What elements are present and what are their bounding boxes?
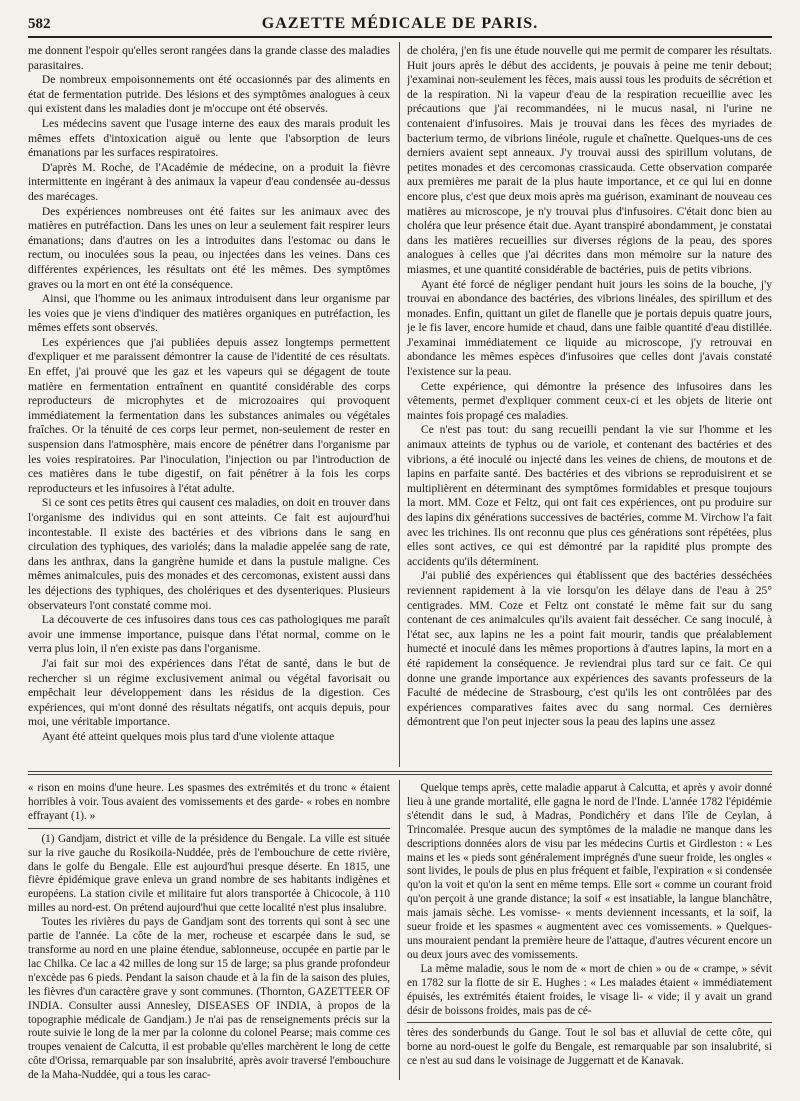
paragraph: Les médecins savent que l'usage interne des eaux des marais produit les mêmes effets d'intoxication aiguë ou lente que l'absorption de leurs émanations par les surfaces respiratoires. — [28, 116, 390, 160]
section-divider — [28, 771, 772, 775]
paragraph: J'ai publié des expériences qui établissent que des bactéries desséchées reviennent rapidement à la vie lorsqu'on les délaye dans de l'eau à 25° centigrades. MM. Coze et Feltz ont constaté le même fait sur du sang contenant de ces animalcules qu'ils avaient fait dessécher. Ce sang inoculé, à l'état sec, aux lapins ne les a point fait mourir, tandis que préalablement humecté et inoculé dans les mêmes proportions à d'autres lapins, la mort en a été rapidement la conséquence. Je reviendrai plus tard sur ce fait. Ce qui donne une grande importance aux expériences des savants professeurs de la Faculté de médecine de Strasbourg, c'est qu'ils les ont contrôlées par des expériences comparatives faites avec du sang normal. Ces dernières démontrent que l'on peut injecter sous la peau des lapins une assez — [407, 569, 772, 729]
paragraph: Ayant été atteint quelques mois plus tard d'une violente attaque — [41, 729, 335, 743]
paragraph: J'ai fait sur moi des expériences dans l'état de santé, dans le but de rechercher si un régime exclusivement animal ou végétal favorisait ou empêchait leur développement dans les résidus de la digestion. Ces expériences, qui m'ont donné des résultats négatifs, ont acquis depuis, pour moi, une véritable importance. — [28, 656, 390, 729]
paragraph: De nombreux empoisonnements ont été occasionnés par des aliments en état de fermentation putride. Des lésions et des symptômes analogues à ceux qui existent dans les maladies dont je m'occupe ont été observés. — [28, 73, 390, 116]
paragraph: Quelque temps après, cette maladie apparut à Calcutta, et après y avoir donné lieu à une grande mortalité, elle gagna le nord de l'Inde. L'année 1782 l'épidémie s'étendit dans le sud, à Madras, Pondichéry et dans l'île de Ceylan, à Trincomalée. Presque aucun des symptômes de la maladie ne manque dans les descriptions données alors de visu par les médecins Curtis et Girdleston : « Les mains et les « pieds sont généralement imprégnés d'une sueur froide, les ongles « sont livides, le pouls de plus en plus fréquent et faible, l'expiration « si condensée qu'on la voit et qu'on la sent en même temps. Elle sort « comme un courant froid qu'on perçoit à une grande distance; la soif « est insatiable, la langue blanchâtre, mais jamais sèche. Les vomisse- « ments deviennent incessants, et la soif, la sueur froide et les spasmes « augmentent avec ces vomissements. » Quelques-uns mouraient pendant la première heure de l'attaque, d'autres vécurent encore un ou deux jours avec des vomissements. — [407, 782, 772, 961]
paragraph: La même maladie, sous le nom de « mort de chien » ou de « crampe, » sévit en 1782 sur la flotte de sir E. Hughes : « Les malades étaient « immédiatement épuisés, les extrémités étaient froides, le visage li- « vide; il y avait un grand désir de boissons froides, mais pas de cé- — [407, 962, 772, 1017]
footnote-paragraph: Toutes les rivières du pays de Gandjam sont des torrents qui sont à sec une partie de l'année. La côte de la mer, rocheuse et escarpée dans le sud, se transforme au nord en une plaine étendue, sablonneuse, occupée en partie par le lac Chilka. Ce lac a 42 milles de long sur 15 de large; sa plus grande profondeur n'excède pas 6 pieds. Pendant la saison chaude et à la fin de la saison des pluies, les fièvres d'un caractère grave y sont communes. (Thornton, GAZETTEER OF INDIA. Consulter aussi Annesley, DISEASES OF INDIA, à propos de la topographie médicale de Gandjam.) Je n'ai pas de renseignements précis sur la route suivie le long de la mer par la colonne du colonel Pearse; mais comme ces troupes venaient de Calcutta, il est probable qu'elles marchèrent le long de cette côte d'Orissa, remarquable par son insalubrité, après avoir traversé l'embouchure de la Maha-Nuddée, qui a tous les carac- — [28, 916, 390, 1082]
paragraph: de choléra, j'en fis une étude nouvelle qui me permit de comparer les résultats. Huit jours après le début des accidents, je pouvais à peine me tenir debout; j'examinai non-seulement les fèces, mais aussi tous les produits de sécrétion et de la respiration. Ni la vapeur d'eau de la respiration recueillie avec les précautions que j'ai recommandées, ni le mucus nasal, ni l'urine ne contenaient d'infusoires. Mais je trouvai dans les fèces des myriades de bacterium termo, de vibrions linéole, rugule et chaînette. Quelques-uns de ces derniers avaient sept anneaux. J'y trouvai aussi des spirillum volutans, de petites monades et des cercomonas crassicauda. Cette observation comparée aux premières me parait de la plus haute importance, et ce qui lui en donne encore plus, c'est que deux mois après ma guérison, examinant de nouveau ces matières au microscope, je n'y trouvai plus d'infusoires. C'était donc bien au choléra que leur présence était due. Ayant transpiré abondamment, je constatai dans les matières recueillies sur diverses régions de la peau, des spores analogues à celles que j'ai décrites dans mon mémoire sur la nature des miasmes, et une quantité considérable de bactéries, puis de petits vibrions. — [407, 44, 772, 276]
paragraph: Ainsi, que l'homme ou les animaux introduisent dans leur organisme par les voies que je viens d'indiquer des matières organiques en putréfaction, les mêmes effets sont observés. — [28, 292, 390, 335]
footnote-divider — [28, 828, 390, 829]
paragraph: me donnent l'espoir qu'elles seront rangées dans la grande classe des maladies parasitaires. — [28, 44, 390, 72]
paragraph: Si ce sont ces petits êtres qui causent ces maladies, on doit en trouver dans l'organisme des individus qui en sont atteints. Ce fait est aujourd'hui incontestable. Il existe des bactéries et des vibrions dans le sang en circulation des typhiques, des variolés; dans la maladie appelée sang de rate, dans les anthrax, dans la gangrène humide et dans la pustule maligne. Ces mêmes animalcules, puis des monades et des cercomonas, existent aussi dans les déjections des typhiques, des cholériques et des dysenteriques. Plusieurs observateurs l'ont constaté comme moi. — [28, 496, 390, 612]
column-divider — [399, 42, 400, 767]
paragraph: Ce n'est pas tout: du sang recueilli pendant la vie sur l'homme et les animaux atteints de typhus ou de variole, et contenant des bactéries et des vibrions, a été inoculé ou injecté dans les veines de chiens, de moutons et de lapins en parfaite santé. Des bactéries et des vibrions se reproduisirent et se multiplièrent en déterminant des symptômes formidables et presque toujours la mort. MM. Coze et Feltz, qui ont fait ces expériences, ont pu produire sur des lapins dix générations successives de bactéries, comme M. Virchow l'a fait avec les trichines. Ils ont reconnu que plus ces générations sont répétées, plus elles sont actives, ce qui est démontré par la rapidité plus prompte des accidents qu'ils déterminent. — [407, 423, 772, 568]
page-number: 582 — [28, 16, 51, 32]
paragraph: La découverte de ces infusoires dans tous ces cas pathologiques me paraît avoir une immense importance, puisque dans l'état normal, comme on le verra plus loin, il n'en existe pas dans l'organisme. — [28, 613, 390, 656]
lower-right-column — [407, 782, 772, 1082]
journal-title: GAZETTE MÉDICALE DE PARIS. — [261, 15, 539, 32]
paragraph: Des expériences nombreuses ont été faites sur les animaux avec des matières en putréfaction. Dans les unes on leur a seulement fait respirer leurs émanations; dans d'autres on les a introduites dans l'estomac ou dans le rectum, ou inoculées sous la peau, ou injectées dans les veines. Dans ces différentes expériences, les résultats ont été les mêmes. Des symptômes graves ou la mort en ont été la conséquence. — [28, 204, 390, 291]
footnote-continuation: tères des sonderbunds du Gange. Tout le sol bas et alluvial de cette côte, qui borne au nord-ouest le golfe du Bengale, est remarquable par son insalubrité, si ce n'est au sud dans le voisinage de Juggernatt et de Kanavak. — [407, 1027, 772, 1068]
column-divider-lower — [399, 780, 400, 1080]
paragraph: Ayant été forcé de négliger pendant huit jours les soins de la bouche, j'y trouvai en abondance des bactéries, des vibrions linéales, des spirillum et des monades. Enfin, quittant un gilet de flanelle que je portais depuis quatre jours, je le fis laver, encore humide et chaud, dans une faible quantité d'eau distillée. J'examinai immédiatement ce liquide au microscope, j'y retrouvai en abondance les mêmes espèces d'infusoires que celles dont j'avais constaté l'existence sur la peau. — [407, 277, 772, 379]
paragraph: Les expériences que j'ai publiées depuis assez longtemps permettent d'expliquer et me paraissent démontrer la cause de l'identité de ces résultats. En effet, j'ai prouvé que les gaz et les vapeurs qui se dégagent de toute matière en fermentation entraînent en quantité considérable des corps reproducteurs de microphytes et de microzoaires qui provoquent immédiatement la fermentation dans les substances animales ou végétales fraîches. Or la ténuité de ces corps leur permet, non-seulement de rester en suspension dans l'atmosphère, mais encore de pénétrer dans l'organisme par les voies respiratoires. Par l'inoculation, l'injection ou par l'introduction de ces matières dans le tube digestif, on fait pénétrer à la fois les corps reproducteurs et les infusoires à l'état adulte. — [28, 335, 390, 495]
page-header — [28, 14, 772, 38]
paragraph: Cette expérience, qui démontre la présence des infusoires dans les vêtements, permet d'expliquer comment ceux-ci et les objets de literie ont maintes fois propagé ces maladies. — [407, 379, 772, 422]
right-column — [407, 44, 772, 766]
footnote-paragraph: (1) Gandjam, district et ville de la présidence du Bengale. La ville est située sur la rive gauche du Rosikoila-Nuddée, près de l'embouchure de cette rivière, dans le golfe du Bengale. Elle est aujourd'hui presque déserte. En 1815, une fièvre épidémique grave enleva un grand nombre de ses habitants indigènes et européens. La station civile et militaire fut alors transportée à Chicocole, à 110 milles au nord-est. On prétend aujourd'hui que cette localité n'est plus insalubre. — [28, 832, 390, 915]
footnote-divider — [407, 1022, 772, 1023]
left-column — [28, 44, 390, 766]
paragraph: D'après M. Roche, de l'Académie de médecine, on a produit la fièvre intermittente en ingérant à des animaux la vapeur d'eau condensée au-dessus des marécages. — [28, 160, 390, 203]
quote-paragraph: « rison en moins d'une heure. Les spasmes des extrémités et du tronc « étaient horribles à voir. Tous avaient des vomissements et des garde- « robes en nombre effrayant (1). » — [28, 782, 390, 822]
lower-left-column — [28, 782, 390, 1082]
